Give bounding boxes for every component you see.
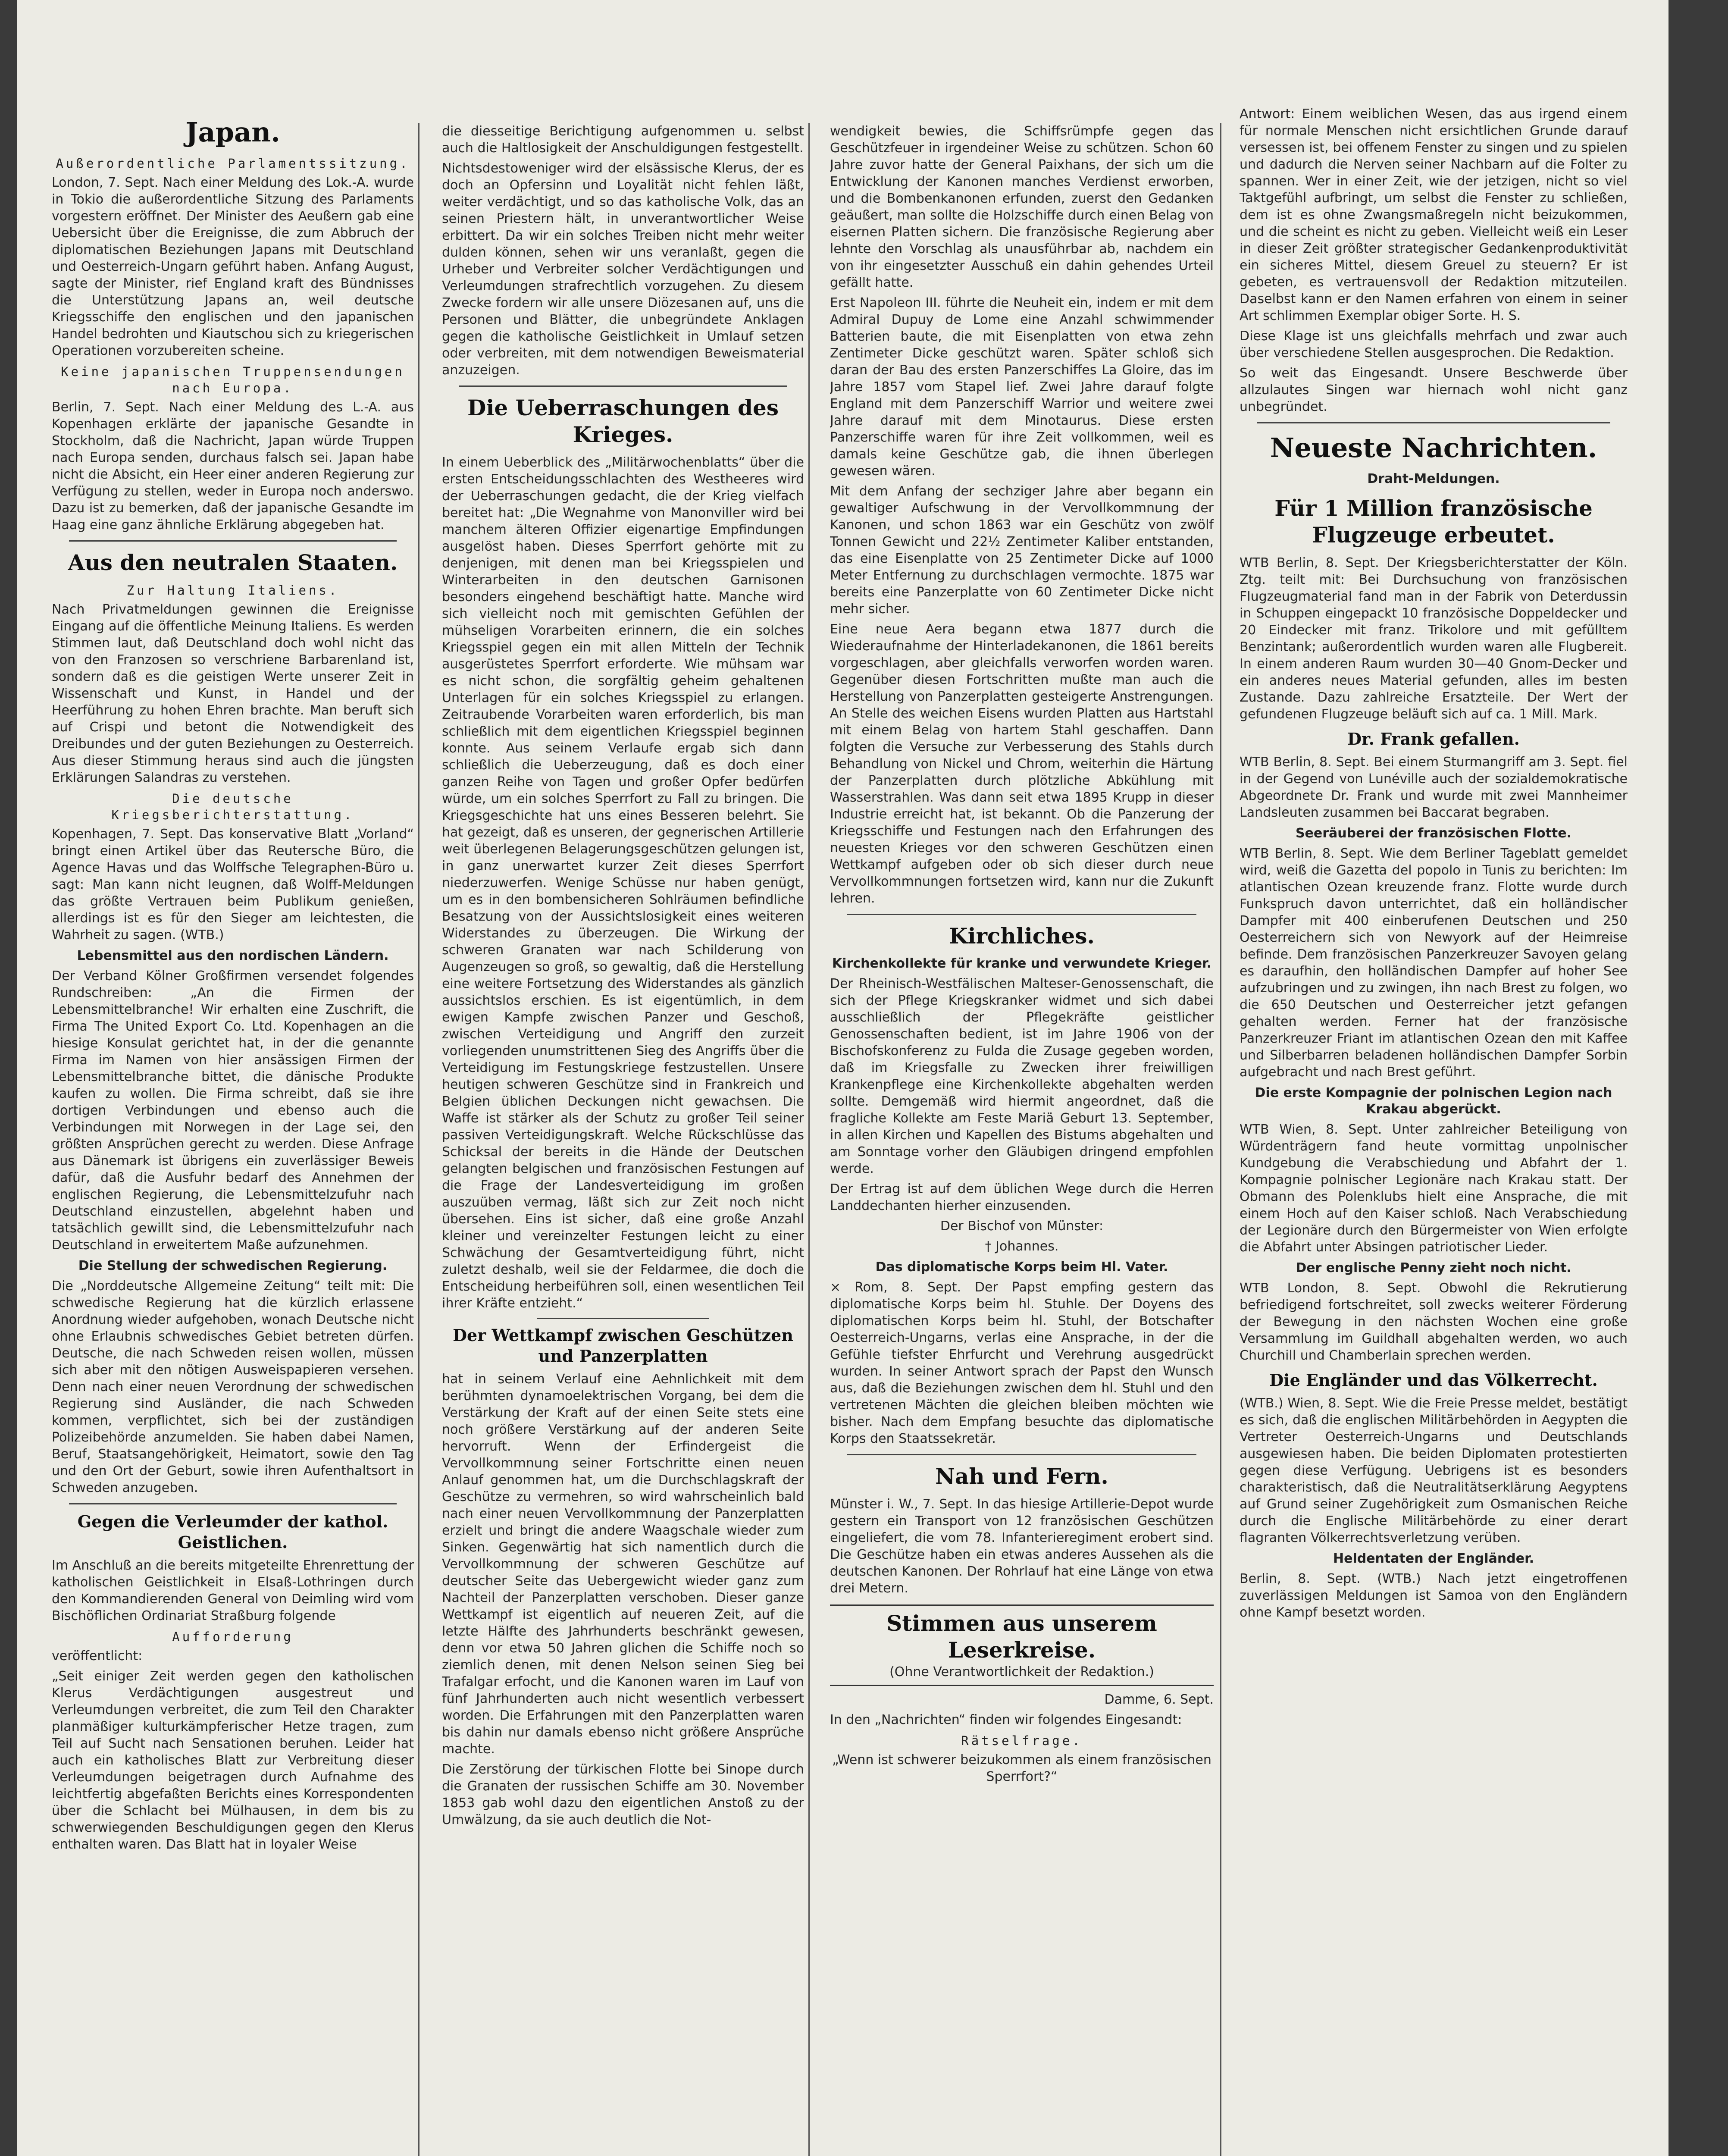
divider [847,1454,1196,1455]
article-paragraph: Mit dem Anfang der sechziger Jahre aber begann ein gewaltiger Aufschwung in der Vervollkommnung der Kanonen, und schon 1863 war ein Geschütz von zwölf Tonnen Gewicht und 22½ Zentimeter Kaliber entstanden, das eine Eisenplatte von 25 Zentimeter Dicke auf 1000 Meter Entfernung zu durchschlagen vermochte. 1875 war bereits eine Panzerplatte von 60 Zentimeter Dicke nicht mehr sicher. [830,484,1214,617]
article-paragraph: Nichtsdestoweniger wird der elsässische Klerus, der es doch an Opfersinn und Loyalität nicht fehlen läßt, weiter verdächtigt, und so das katholische Volk, das an seinen Priestern hält, in unverantwortlicher Weise erbittert. Da wir ein solches Treiben nicht mehr weiter dulden können, sehen wir uns veranlaßt, gegen die Urheber und Verbreiter solcher Verdächtigungen und Verleumdungen strafrechtlich vorzugehen. Zu diesem Zwecke fordern wir alle unsere Diözesanen auf, uns die Personen und Blätter, die unbegründete Anklagen gegen die katholische Geistlichkeit in Umlauf setzen oder verbreiten, mit dem notwendigen Beweismaterial anzuzeigen. [442,161,804,378]
subheading: Kirchenkollekte für kranke und verwundete Krieger. [832,956,1211,971]
article-title-voelkerrecht: Die Engländer und das Völkerrecht. [1269,1370,1598,1390]
article-title-kirchliches: Kirchliches. [949,923,1095,949]
article-paragraph: hat in seinem Verlauf eine Aehnlichkeit mit dem berühmten dynamoelektrischen Vorgang, bei dem die Verstärkung der Kraft auf der einen Seite stets eine noch größere Verstärkung auf der anderen Seite hervorruft. Wenn der Erfindergeist die Vervollkommnung seiner Fortschritte einen neuen Anlauf genommen hat, um die Durchschlagskraft der Geschütze zu vermehren, so wird wahrscheinlich bald nach einer neuen Vervollkommnung der Panzerplatten erzielt und bringt die andere Waagschale wieder zum Sinken. Gegenwärtig hat sich namentlich durch die Vervollkommnung der schweren Geschütze auf deutscher Seite das Uebergewicht wieder ganz zum Nachteil der Panzerplatten verschoben. Dieser ganze Wettkampf ist eigentlich auf neueren Zeit, auf die letzte Hälfte des Jahrhunderts beschränkt gewesen, denn vor etwa 50 Jahren glichen die Schiffe noch so ziemlich denen, mit denen Nelson seinen Sieg bei Trafalgar erfocht, und die Kanonen waren im Lauf von fünf Jahrhunderten auch nicht wesentlich verbessert worden. Die Erfahrungen mit den Panzerplatten waren bis dahin nur damals ebenso nicht größere Ansprüche machte. [442,1372,804,1757]
article-paragraph: veröffentlicht: [52,1648,143,1664]
subheading: Zur Haltung Italiens. [126,583,339,598]
column-2 [442,123,804,1832]
article-paragraph: Nach Privatmeldungen gewinnen die Ereignisse Eingang auf die öffentliche Meinung Italiens. Es werden Stimmen laut, daß Deutschland doch wohl nicht das von den Franzosen so verschriene Barbarenland ist, sondern daß es die geistigen Werte unserer Zeit in Wissenschaft und Kunst, in Handel und der Heerführung zu hohen Ehren brachte. Man beruft sich auf Crispi und betont die Notwendigkeit des Dreibundes und der guten Beziehungen zu Oesterreich. Aus dieser Stimmung heraus sind auch die jüngsten Erklärungen Salandras zu verstehen. [52,602,414,785]
column-4 [1240,106,1628,1624]
column-rule [418,123,419,2156]
signature-name: † Johannes. [985,1239,1059,1254]
subheading: Außerordentliche Parlamentssitzung. [56,156,410,171]
article-title-flugzeuge: Für 1 Million französische Flugzeuge erbeutet. [1274,495,1593,548]
subheading: Die Stellung der schwedischen Regierung. [78,1258,388,1273]
article-paragraph: „Seit einiger Zeit werden gegen den katholischen Klerus Verdächtigungen ausgestreut und Verleumdungen verbreitet, die zum Teil den Charakter planmäßiger kulturkämpferischer Hetze tragen, zum Teil auf Sucht nach Sensationen beruhen. Leider hat auch ein katholisches Blatt zur Verbreitung dieser Verleumdungen beigetragen durch Aufnahme des leichtfertig abgefaßten Berichts eines Korrespondenten über die Schlacht bei Mülhausen, in dem bis zu schwerwiegenden Beschuldigungen gegen den Klerus enthalten waren. Das Blatt hat in loyaler Weise [52,1669,414,1852]
subheading: Seeräuberei der französischen Flotte. [1295,826,1572,841]
article-title-nah-fern: Nah und Fern. [935,1463,1108,1489]
article-title-japan: Japan. [185,116,280,148]
article-paragraph: WTB Wien, 8. Sept. Unter zahlreicher Beteiligung von Würdenträgern fand heute vormittag unpolnischer Kundgebung die Verabschiedung und Abfahrt der 1. Kompagnie polnischer Legionäre nach Krakau statt. Der Obmann des Polenklubs hielt eine Ansprache, die mit einem Hoch auf den Kaiser schloß. Nach Verabschiedung der Legionäre durch den Bürgermeister von Wien erfolgte die Abfahrt unter Absingen patriotischer Lieder. [1240,1122,1628,1255]
article-paragraph: Der Rheinisch-Westfälischen Malteser-Genossenschaft, die sich der Pflege Kriegskranker widmet und sich dabei ausschließlich der Pflegekräfte geistlicher Genossenschaften bedient, ist im Jahre 1906 von der Bischofskonferenz zu Fulda die Zusage gegeben worden, daß im Kriegsfalle zu Zwecken ihrer freiwilligen Krankenpflege eine Kirchenkollekte abgehalten werden sollte. Demgemäß wird hiermit angeordnet, daß die fragliche Kollekte am Feste Mariä Geburt 13. September, in allen Kirchen und Kapellen des Bistums abgehalten und am Sonntage vorher den Gläubigen dringend empfohlen werde. [830,976,1214,1176]
divider [69,540,397,542]
article-paragraph: Die „Norddeutsche Allgemeine Zeitung“ teilt mit: Die schwedische Regierung hat die kürzlich erlassene Anordnung wieder aufgehoben, wonach Deutsche nicht ohne Erlaubnis schwedisches Gebiet betreten dürfen. Deutsche, die nach Schweden reisen wollen, müssen sich aber mit den nötigen Ausweispapieren versehen. Denn nach einer neuen Verordnung der schwedischen Regierung sind Ausländer, die nach Schweden kommen, verpflichtet, sich bei der zuständigen Polizeibehörde anzumelden. Sie haben dabei Namen, Beruf, Staatsangehörigkeit, Heimatort, sowie den Tag und den Ort der Geburt, sowie ihren Aufenthaltsort in Schweden anzugeben. [52,1279,414,1495]
column-1 [52,108,414,1856]
article-paragraph: Erst Napoleon III. führte die Neuheit ein, indem er mit dem Admiral Dupuy de Lome eine Anzahl schwimmender Batterien baute, die mit Eisenplatten von etwa zehn Zentimeter Dicke geschützt waren. Später schloß sich daran der Bau des ersten Panzerschiffes La Gloire, das im Jahre 1857 vom Stapel lief. Zwei Jahre darauf folgte England mit dem Panzerschiff Warrior und weitere zwei Jahre darauf mit dem Minotaurus. Diese ersten Panzerschiffe waren für ihre Zeit vollkommen, weil es damals keine Geschütze gab, die ihnen überlegen gewesen wären. [830,295,1214,479]
article-title-stimmen: Stimmen aus unserem Leserkreise. [886,1611,1157,1663]
signature-line: Der Bischof von Münster: [940,1219,1104,1234]
article-paragraph: In einem Ueberblick des „Militärwochenblatts“ über die ersten Entscheidungsschlachten des Westheeres wird der Ueberraschungen gedacht, die der Krieg vielfach bereitet hat: „Die Wegnahme von Manonviller wird bei manchem älteren Offizier eigenartige Empfindungen ausgelöst haben. Dieses Sperrfort gehörte mit zu denjenigen, mit denen man bei Kriegsspielen und Winterarbeiten in den deutschen Garnisonen besonders eingehend beschäftigt hatte. Manche wird sich vielleicht noch mit gemischten Gefühlen der mühseligen Vorarbeiten erinnern, die ein solches Kriegsspiel gegen ein mit allen Mitteln der Technik ausgerüstetes Sperrfort erforderte. Wie mühsam war es nicht schon, die sorgfältig geheim gehaltenen Unterlagen für ein solches Kriegsspiel zu erlangen. Zeitraubende Vorarbeiten waren erforderlich, bis man schließlich mit dem eigentlichen Kriegsspiel beginnen konnte. Aus seinem Verlaufe ergab sich dann schließlich die Ueberzeugung, daß es doch einer ganzen Reihe von Tagen und großer Opfer bedürfen würde, um ein solches Sperrfort zu Fall zu bringen. Die Kriegsgeschichte hat uns eines Besseren belehrt. Sie hat gezeigt, daß es unseren, der gegnerischen Artillerie weit überlegenen Belagerungsgeschützen gelungen ist, in ganz unerwartet kurzer Zeit dieses Sperrfort niederzuwerfen. Wenige Schüsse nur haben genügt, um es in den bombensicheren Sohlräumen befindliche Besatzung von der Aussichtslosigkeit eines weiteren Widerstandes zu überzeugen. Die Wirkung der schweren Granaten war nach Schilderung von Augenzeugen so groß, so gewaltig, daß die Herstellung eine weitere Fortsetzung des Widerstandes als gänzlich aussichtslos erschien. Es ist eigentümlich, in dem ewigen Kampfe zwischen Panzer und Geschoß, zwischen Verteidigung und Angriff den zurzeit vorliegenden unumstrittenen Sieg des Angriffs über die Verteidigung im Festungskriege festzustellen. Unsere heutigen schweren Geschütze sind in Frankreich und Belgien üblichen Deckungen nicht gewachsen. Die Waffe ist stärker als der Schutz zu großer Teil seiner passiven Verteidigungskraft. Welche Rückschlüsse das Schicksal der bereits in die Hände der Deutschen gelangten belgischen und französischen Festungen auf die Frage der Landesverteidigung im großen auszuüben vermag, läßt sich zur Zeit noch nicht übersehen. Eins ist sicher, daß eine große Anzahl kleiner und vereinzelter Festungen leicht zu einer Schwächung der Gesamtverteidigung führt, nicht zuletzt deshalb, weil sie der Feldarmee, die doch die Entscheidung herbeiführen soll, einen wesentlichen Teil ihrer Kräfte entzieht.“ [442,455,804,1311]
article-title-krieg: Die Ueberraschungen des Krieges. [467,395,779,447]
subheading: Draht-Meldungen. [1367,471,1500,486]
stimmen-header [830,1604,1214,1686]
article-paragraph: Eine neue Aera begann etwa 1877 durch die Wiederaufnahme der Hinterladekanonen, die 1861 bereits vorgeschlagen, aber gleichfalls verworfen worden waren. Gegenüber diesen Fortschritten mußte man auch die Herstellung von Panzerplatten gesteigerte Anstrengungen. An Stelle des weichen Eisens wurden Platten aus Hartstahl mit einem Belag von hartem Stahl geschaffen. Dann folgten die Versuche zur Verbesserung des Stahls durch Behandlung von Nickel und Chrom, weiterhin die Härtung der Panzerplatten durch plötzliche Abkühlung mit Wasserstrahlen. Was dann seit etwa 1895 Krupp in dieser Industrie erreicht hat, ist bekannt. Ob die Panzerung der Kriegsschiffe und Festungen nach den Erfahrungen des neuesten Krieges vor den schweren Geschützen einen Wettkampf aufgeben oder ob sich dieser durch neue Vervollkommnungen fortsetzen wird, kann nur die Zukunft lehren. [830,622,1214,906]
article-paragraph: Kopenhagen, 7. Sept. Das konservative Blatt „Vorland“ bringt einen Artikel über das Reutersche Büro, die Agence Havas und das Wolffsche Telegraphen-Büro u. sagt: Man kann nicht leugnen, daß Wolff-Meldungen das größte Vertrauen beim Publikum genießen, allerdings ist es für den Sieger am leichtesten, die Wahrheit zu sagen. (WTB.) [52,827,414,943]
divider [69,1503,397,1504]
article-paragraph: die diesseitige Berichtigung aufgenommen u. selbst auch die Haltlosigkeit der Anschuldigungen festgestellt. [442,124,804,156]
divider [1257,422,1610,423]
subheading: Rätselfrage. [961,1733,1083,1748]
divider [847,914,1196,915]
article-paragraph: Der Verband Kölner Großfirmen versendet folgendes Rundschreiben: „An die Firmen der Lebensmittelbranche! Wir erhalten eine Zuschrift, die Firma The United Export Co. Ltd. Kopenhagen an die hiesige Konsulat gerichtet hat, in der die genannte Firma im Namen von hier ansässigen Firmen der Lebensmittelbranche bittet, die dänische Produkte kaufen zu wollen. Die Firma schreibt, daß sie ihre dortigen Verbindungen und ebenso auch die Verbindungen mit Norwegen in der Lage sei, den größten Ansprüchen gerecht zu werden. Diese Anfrage aus Dänemark ist übrigens ein zuverlässiger Beweis dafür, daß die Ausfuhr bedarf des Annehmen der englischen Regierung, die Lebensmittelzufuhr nach Deutschland einzustellen, abgelehnt haben und tatsächlich gewillt sind, die Lebensmittelzufuhr nach Deutschland in erweitertem Maße aufzunehmen. [52,968,414,1253]
subheading: Die erste Kompagnie der polnischen Legion nach Krakau abgerückt. [1255,1085,1612,1117]
article-paragraph: Münster i. W., 7. Sept. In das hiesige Artillerie-Depot wurde gestern ein Transport von 12 französischen Geschützen eingeliefert, die vom 78. Infanterieregiment erobert sind. Die Geschütze haben ein etwas anderes Aussehen als die deutschen Kanonen. Der Rohrlauf hat eine Länge von etwa drei Metern. [830,1497,1214,1596]
article-paragraph: wendigkeit bewies, die Schiffsrümpfe gegen das Geschützfeuer in irgendeiner Weise zu schützen. Schon 60 Jahre zuvor hatte der General Paixhans, der sich um die Entwicklung der Kanonen manches Verdienst erworben, und die Bombenkanonen erfunden, zuerst den Gedanken geäußert, man sollte die Holzschiffe durch einen Belag von eisernen Platten sichern. Die französische Regierung aber lehnte den Vorschlag als unausführbar ab, nachdem ein von ihr eingesetzter Ausschuß ein dahin gehendes Urteil gefällt hatte. [830,124,1214,290]
subheading: Die deutsche Kriegsberichterstattung. [111,791,354,822]
article-paragraph: Die Zerstörung der türkischen Flotte bei Sinope durch die Granaten der russischen Schiffe am 30. November 1853 gab wohl dazu den eigentlichen Anstoß zu der Umwälzung, da sie auch deutlich die Not- [442,1762,804,1827]
divider [537,1318,709,1319]
article-paragraph: × Rom, 8. Sept. Der Papst empfing gestern das diplomatische Korps beim hl. Stuhle. Der Doyens des diplomatischen Korps beim hl. Stuhl, der Botschafter Oesterreich-Ungarns, verlas eine Ansprache, in der die Gefühle tiefster Ehrfurcht und Verehrung ausgedrückt wurden. In seiner Antwort sprach der Papst den Wunsch aus, daß die Beziehungen zwischen dem hl. Stuhl und den vertretenen Mächten die gleichen bleiben möchten wie bisher. Nach dem Empfang besuchte das diplomatische Korps den Staatssekretär. [830,1280,1214,1446]
article-paragraph: London, 7. Sept. Nach einer Meldung des Lok.-A. wurde in Tokio die außerordentliche Sitzung des Parlaments vorgestern eröffnet. Der Minister des Aeußern gab eine Uebersicht über die Ereignisse, die zum Abbruch der diplomatischen Beziehungen Japans mit Deutschland und Oesterreich-Ungarn geführt haben. Anfang August, sagte der Minister, rief England kraft des Bündnisses die Unterstützung Japans an, weil deutsche Kriegsschiffe den englischen und den japanischen Handel bedrohten und Kiautschou sich zu kriegerischen Operationen vorzubereiten scheine. [52,175,414,358]
article-paragraph: (WTB.) Wien, 8. Sept. Wie die Freie Presse meldet, bestätigt es sich, daß die englischen Militärbehörden in Aegypten die Vertreter Oesterreich-Ungarns und Deutschlands ausgewiesen haben. Die beiden Diplomaten protestierten gegen diese Verfügung. Uebrigens ist es besonders charakteristisch, daß die Neutralitätserklärung Aegyptens auf Grund seiner Zugehörigkeit zum Osmanischen Reiche durch die Englische Militärbehörde zu einer derart flagranten Völkerrechtsverletzung verüben. [1240,1396,1628,1545]
subheading: Das diplomatische Korps beim Hl. Vater. [875,1260,1168,1275]
article-paragraph: WTB Berlin, 8. Sept. Der Kriegsberichterstatter der Köln. Ztg. teilt mit: Bei Durchsuchung von französischen Flugzeugmaterial fand man in der Fabrik von Deterdussin in Schuppen eingepackt 10 französische Doppeldecker und 20 Eindecker mit franz. Trikolore und mit gefülltem Benzintank; außerordentlich wurden waren alle Flugbereit. In einem anderen Raum wurden 30—40 Gnom-Decker und ein anderes neues Material gefunden, alles im besten Zustande. Dazu zahlreiche Ersatzteile. Der Wert der gefundenen Flugzeuge beläuft sich auf ca. 1 Mill. Mark. [1240,555,1628,722]
article-paragraph: Der Ertrag ist auf dem üblichen Wege durch die Herren Landdechanten hierher einzusenden. [830,1181,1214,1213]
article-paragraph: Im Anschluß an die bereits mitgeteilte Ehrenrettung der katholischen Geistlichkeit in Elsaß-Lothringen durch den Kommandierenden General von Deimling wird vom Bischöflichen Ordinariat Straßburg folgende [52,1558,414,1623]
article-paragraph: Antwort: Einem weiblichen Wesen, das aus irgend einem für normale Menschen nicht ersichtlichen Grunde darauf versessen ist, bei offenem Fenster zu singen und zu spielen und dadurch die Nerven seiner Nachbarn auf die Folter zu spannen. Wer in einer Zeit, wie der jetzigen, nicht so viel Taktgefühl aufbringt, um selbst die Fenster zu schließen, dem ist es ohne Zwangsmaßregeln nicht beizukommen, und die scheint es nicht zu geben. Vielleicht weiß ein Leser in dieser Zeit größter strategischer Gedankenproduktivität ein sicheres Mittel, diesem Greuel zu steuern? Er ist gebeten, es vertrauensvoll der Redaktion mitzuteilen. Daselbst kann er den Namen erfahren von einem in seiner Art schlimmen Exemplar obiger Sorte. H. S. [1240,107,1628,323]
article-paragraph: Diese Klage ist uns gleichfalls mehrfach und zwar auch über verschiedene Stellen ausgesprochen. Die Redaktion. [1240,329,1628,360]
article-title-neutral: Aus den neutralen Staaten. [68,550,398,575]
article-paragraph: Berlin, 7. Sept. Nach einer Meldung des L.-A. aus Kopenhagen erklärte der japanische Gesandte in Stockholm, daß die Nachricht, Japan würde Truppen nach Europa senden, durchaus falsch sei. Japan habe nicht die Absicht, ein Heer einer anderen Regierung zur Verfügung zu stellen, weder in Europa noch anderswo. Dazu ist zu bemerken, daß der japanische Gesandte im Haag eine ganz ähnliche Erklärung abgegeben hat. [52,400,414,533]
article-title-verleumder: Gegen die Verleumder der kathol. Geistlichen. [77,1512,388,1552]
newspaper-page [17,0,1669,2156]
column-rule [808,123,810,2156]
article-paragraph: Berlin, 8. Sept. (WTB.) Nach jetzt eingetroffenen zuverlässigen Meldungen ist Samoa von den Engländern ohne Kampf besetzt worden. [1240,1571,1628,1620]
article-paragraph: In den „Nachrichten“ finden wir folgendes Eingesandt: [830,1712,1182,1727]
section-title-neueste: Neueste Nachrichten. [1270,432,1597,464]
column-3 [830,123,1214,1789]
subheading: Der englische Penny zieht noch nicht. [1296,1260,1571,1275]
article-title-wettkampf: Der Wettkampf zwischen Geschützen und Panzerplatten [453,1326,793,1366]
subheading: Keine japanischen Truppensendungen nach Europa. [61,364,405,395]
article-paragraph: „Wenn ist schwerer beizukommen als einem französischen Sperrfort?“ [832,1752,1211,1784]
article-paragraph: So weit das Eingesandt. Unsere Beschwerde über allzulautes Singen war hiernach wohl nicht ganz unbegründet. [1240,366,1628,414]
column-rule [1220,123,1221,2156]
article-paragraph: WTB Berlin, 8. Sept. Wie dem Berliner Tageblatt gemeldet wird, weiß die Gazetta del popolo in Tunis zu berichten: Im atlantischen Ozean kreuzende franz. Flotte wurde durch Funkspruch davon unterrichtet, daß ein holländischer Dampfer mit 400 einberufenen Deutschen und 250 Oesterreichern sich von Newyork auf der Heimreise befinde. Dem französischen Panzerkreuzer Savoyen gelang es daraufhin, den holländischen Dampfer auf hoher See aufzubringen und zu zwingen, ihn nach Brest zu folgen, wo die 650 Deutschen und Oesterreicher jetzt gefangen gehalten werden. Ferner hat der französische Panzerkreuzer Friant im atlantischen Ozean den mit Kaffee und Silberbarren beladenen holländischen Dampfer Sorbin aufgebracht und nach Brest geführt. [1240,846,1628,1080]
editor-note: (Ohne Verantwortlichkeit der Redaktion.) [889,1664,1154,1680]
article-paragraph: WTB London, 8. Sept. Obwohl die Rekrutierung befriedigend fortschreitet, soll zwecks weiterer Förderung der Bewegung in den nächsten Wochen eine große Versammlung im Guildhall abgehalten werden, wo auch Churchill und Chamberlain sprechen werden. [1240,1281,1628,1363]
subheading: Lebensmittel aus den nordischen Ländern. [77,948,389,963]
dateline: Damme, 6. Sept. [1104,1692,1214,1707]
article-title-frank: Dr. Frank gefallen. [1347,729,1520,749]
divider [459,385,787,387]
subheading: Aufforderung [172,1630,294,1644]
article-paragraph: WTB Berlin, 8. Sept. Bei einem Sturmangriff am 3. Sept. fiel in der Gegend von Lunéville auch der sozialdemokratische Abgeordnete Dr. Frank und wurde mit zwei Mannheimer Landsleuten zusammen bei Baccarat begraben. [1240,755,1628,820]
subheading: Heldentaten der Engländer. [1333,1551,1534,1566]
